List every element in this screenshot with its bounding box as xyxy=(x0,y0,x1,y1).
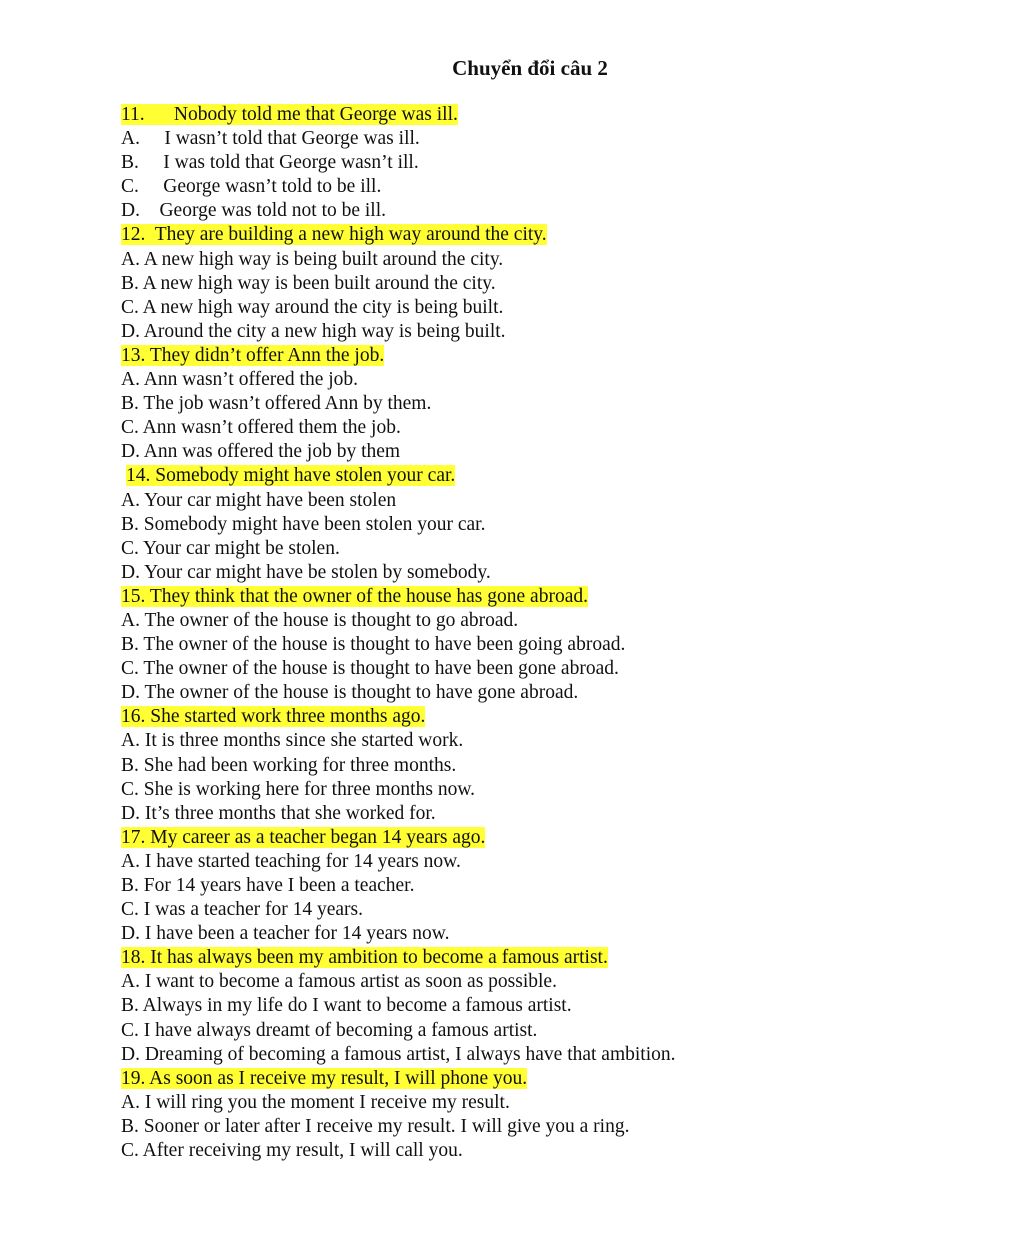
option-d: D. Around the city a new high way is being built. xyxy=(121,320,506,342)
option-a: A. Your car might have been stolen xyxy=(121,489,397,511)
page-title: Chuyển đổi câu 2 xyxy=(452,56,608,80)
question-11 xyxy=(121,103,676,223)
option-b: B. A new high way is been built around the city. xyxy=(121,272,496,294)
option-a: A. I wasn’t told that George was ill. xyxy=(121,128,420,150)
option-c: C. I was a teacher for 14 years. xyxy=(121,899,364,921)
option-c: C. Ann wasn’t offered them the job. xyxy=(121,417,401,439)
option-c: C. A new high way around the city is being built. xyxy=(121,296,504,318)
question-text: 11. Nobody told me that George was ill. xyxy=(121,104,458,125)
option-b: B. Somebody might have been stolen your car. xyxy=(121,513,486,535)
option-b: B. Sooner or later after I receive my result. I will give you a ring. xyxy=(121,1115,630,1137)
question-12 xyxy=(121,223,676,343)
question-19 xyxy=(121,1067,676,1163)
option-a: A. I have started teaching for 14 years now. xyxy=(121,850,461,872)
option-b: B. Always in my life do I want to become a famous artist. xyxy=(121,995,572,1017)
question-text: 14. Somebody might have stolen your car. xyxy=(126,465,456,487)
option-b: B. For 14 years have I been a teacher. xyxy=(121,875,415,896)
option-d: D. The owner of the house is thought to have gone abroad. xyxy=(121,682,579,704)
question-13 xyxy=(121,344,676,464)
option-a: A. Ann wasn’t offered the job. xyxy=(121,369,359,391)
question-15 xyxy=(121,585,676,705)
question-text: 16. She started work three months ago. xyxy=(121,706,426,728)
option-d: D. Dreaming of becoming a famous artist, I always have that ambition. xyxy=(121,1043,676,1065)
option-c: C. The owner of the house is thought to have been gone abroad. xyxy=(121,658,619,680)
question-16 xyxy=(121,705,676,825)
option-d: D. It’s three months that she worked for. xyxy=(121,802,436,824)
option-a: A. I want to become a famous artist as soon as possible. xyxy=(121,971,557,993)
option-d: D. George was told not to be ill. xyxy=(121,200,387,222)
question-18 xyxy=(121,946,676,1066)
question-text: 13. They didn’t offer Ann the job. xyxy=(121,344,385,366)
option-d: D. I have been a teacher for 14 years now. xyxy=(121,923,450,945)
option-c: C. After receiving my result, I will call you. xyxy=(121,1140,463,1162)
option-b: B. The job wasn’t offered Ann by them. xyxy=(121,393,432,415)
question-text: 12. They are building a new high way around the city. xyxy=(121,224,547,246)
option-c: C. Your car might be stolen. xyxy=(121,537,340,559)
option-b: B. She had been working for three months. xyxy=(121,754,457,776)
option-a: A. The owner of the house is thought to go abroad. xyxy=(121,609,519,631)
question-list xyxy=(121,103,676,1163)
question-text: 17. My career as a teacher began 14 years ago. xyxy=(121,826,486,848)
question-14 xyxy=(121,464,676,584)
option-c: C. George wasn’t told to be ill. xyxy=(121,176,382,198)
question-text: 15. They think that the owner of the house has gone abroad. xyxy=(121,585,588,607)
question-17 xyxy=(121,826,676,946)
option-b: B. I was told that George wasn’t ill. xyxy=(121,152,419,174)
question-text: 19. As soon as I receive my result, I will phone you. xyxy=(121,1067,528,1089)
option-a: A. I will ring you the moment I receive my result. xyxy=(121,1091,510,1113)
option-c: C. She is working here for three months now. xyxy=(121,778,476,800)
option-d: D. Ann was offered the job by them xyxy=(121,441,401,463)
option-b: B. The owner of the house is thought to have been going abroad. xyxy=(121,634,626,656)
option-d: D. Your car might have be stolen by somebody. xyxy=(121,561,491,583)
option-c: C. I have always dreamt of becoming a famous artist. xyxy=(121,1019,538,1041)
question-text: 18. It has always been my ambition to become a famous artist. xyxy=(121,947,608,969)
option-a: A. It is three months since she started work. xyxy=(121,730,464,752)
option-a: A. A new high way is being built around the city. xyxy=(121,248,504,270)
